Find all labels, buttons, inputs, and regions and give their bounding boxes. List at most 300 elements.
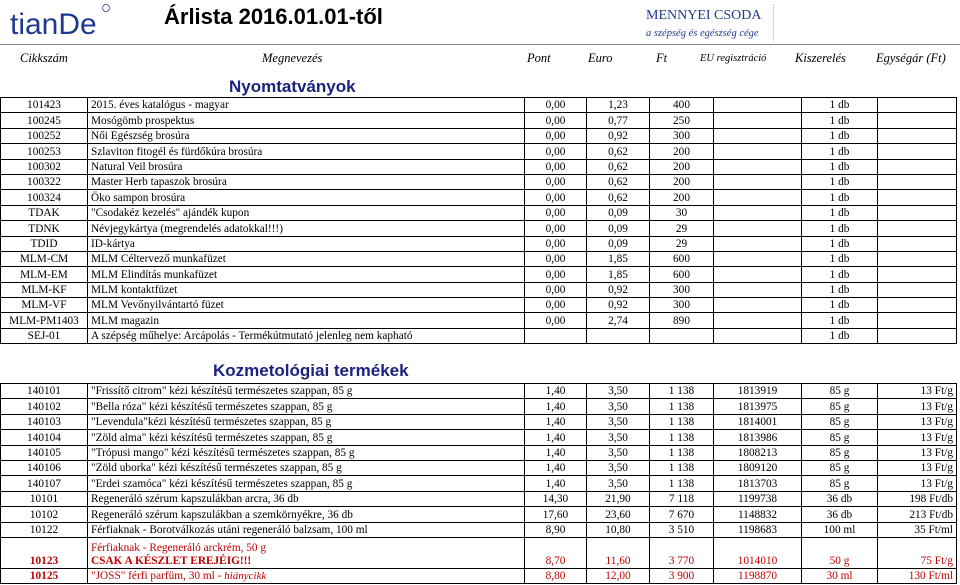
point-value: 0,00 [525,298,587,313]
table-row [1,384,957,399]
product-name [88,221,525,236]
product-name [88,313,525,328]
euro-price: 0,92 [587,282,650,297]
euro-price: 3,50 [587,399,650,414]
unit-price [878,328,957,343]
forint-price: 3 900 [650,568,714,583]
package-unit: db [838,237,850,250]
product-code: 10102 [1,507,88,522]
package-unit: db [838,253,850,266]
unit-price [878,236,957,251]
euro-price: 0,62 [587,190,650,205]
product-name [88,159,525,174]
unit-price [878,313,957,328]
product-name-text: "Csodakéz kezelés" ajándék kupon [91,207,250,220]
unit-price [878,460,957,475]
eu-registration: 1814001 [714,414,802,429]
package-qty: 85 [829,385,841,398]
product-code: MLM-KF [1,282,88,297]
package-unit: db [838,284,850,297]
product-name [88,399,525,414]
point-value: 0,00 [525,251,587,266]
unit-price-unit: Ft/g [934,477,953,490]
product-code: 10123 [1,537,88,568]
euro-price: 0,09 [587,236,650,251]
package-size [802,568,878,583]
forint-price: 600 [650,251,714,266]
package-unit: db [838,176,850,189]
forint-price: 200 [650,190,714,205]
euro-price: 3,50 [587,384,650,399]
package-size [802,522,878,537]
product-code: 101423 [1,98,88,113]
product-name-text: MLM Vevőnyilvántartó füzet [91,299,224,312]
col-header-euro: Euro [588,51,613,65]
product-name-text: Szlaviton fitogél és fürdőkúra brosúra [91,145,263,158]
eu-registration: 1809120 [714,460,802,475]
product-name [88,568,525,583]
unit-price-value: 213 [909,508,927,521]
forint-price: 200 [650,159,714,174]
euro-price: 0,62 [587,159,650,174]
product-name [88,507,525,522]
table-row [1,522,957,537]
forint-price: 1 138 [650,460,714,475]
point-value: 0,00 [525,98,587,113]
product-code: 140103 [1,414,88,429]
package-size [802,298,878,313]
eu-registration [714,328,802,343]
unit-price [878,174,957,189]
table-row [1,251,957,266]
point-value: 1,40 [525,384,587,399]
table-row [1,236,957,251]
package-qty: 1 [829,130,836,143]
product-name [88,414,525,429]
unit-price-value: 75 [920,554,932,567]
product-name-text: Regeneráló szérum kapszulákban arcra, 36 db [91,493,299,506]
package-unit: g [843,431,850,444]
package-qty: 1 [829,191,836,204]
product-name-text: "Frissítő citrom" kézi készítésű természetes szappan, 85 g [91,385,353,398]
unit-price-unit: Ft/g [934,400,953,413]
product-name-text: Női Egészség brosúra [91,130,190,143]
package-unit: db [838,160,850,173]
product-name-text: Mosógömb prospektus [91,114,195,127]
euro-price: 0,62 [587,174,650,189]
eu-registration [714,174,802,189]
product-name [88,190,525,205]
forint-price: 7 670 [650,507,714,522]
eu-registration [714,313,802,328]
package-unit: db [838,114,850,127]
eu-registration [714,190,802,205]
package-unit: g [843,416,850,429]
product-code: TDAK [1,205,88,220]
package-qty: 1 [829,253,836,266]
euro-price: 0,92 [587,128,650,143]
unit-price [878,414,957,429]
point-value: 8,70 [525,537,587,568]
package-size [802,113,878,128]
unit-price-value: 13 [920,446,932,459]
eu-registration: 1813703 [714,476,802,491]
product-code: TDNK [1,221,88,236]
unit-price-unit: Ft/g [934,385,953,398]
product-code: 140101 [1,384,88,399]
product-code: SEJ-01 [1,328,88,343]
package-unit: g [843,400,850,413]
package-qty: 1 [829,314,836,327]
point-value: 0,00 [525,313,587,328]
euro-price: 0,62 [587,144,650,159]
package-qty: 85 [829,431,841,444]
product-name-text: Natural Veil brosúra [91,160,183,173]
forint-price: 600 [650,267,714,282]
product-code: MLM-CM [1,251,88,266]
unit-price [878,491,957,506]
product-code: MLM-EM [1,267,88,282]
table-row [1,537,957,568]
unit-price [878,282,957,297]
product-name-text: MLM magazin [91,314,160,327]
unit-price [878,298,957,313]
euro-price: 23,60 [587,507,650,522]
package-size [802,384,878,399]
product-name-text: A szépség műhelye: Arcápolás - Termékútmutató jelenleg nem kapható [91,330,413,343]
product-name [88,205,525,220]
col-header-code: Cikkszám [20,51,68,65]
unit-price [878,445,957,460]
package-qty: 1 [829,222,836,235]
table-row [1,282,957,297]
product-name [88,445,525,460]
eu-registration: 1148832 [714,507,802,522]
table-row [1,445,957,460]
unit-price [878,568,957,583]
package-size [802,328,878,343]
eu-registration [714,282,802,297]
euro-price: 3,50 [587,430,650,445]
eu-registration: 1813986 [714,430,802,445]
product-name-text: "Bella róza" kézi készítésű természetes szappan, 85 g [91,400,333,413]
unit-price-unit: Ft/g [934,462,953,475]
unit-price-value: 130 [908,570,926,583]
point-value: 1,40 [525,430,587,445]
table-row [1,128,957,143]
package-size [802,205,878,220]
unit-price [878,159,957,174]
package-qty: 50 [829,554,841,567]
point-value: 14,30 [525,491,587,506]
euro-price: 2,74 [587,313,650,328]
unit-price [878,267,957,282]
eu-registration [714,128,802,143]
package-size [802,460,878,475]
product-name [88,491,525,506]
package-qty: 1 [829,176,836,189]
eu-registration: 1808213 [714,445,802,460]
package-unit: db [838,99,850,112]
unit-price [878,384,957,399]
product-name-text: "JOSS" férfi parfüm, 30 ml - [91,570,225,583]
eu-registration: 1014010 [714,537,802,568]
product-name-text: Regeneráló szérum kapszulákban a szemkörnyékre, 36 db [91,508,353,521]
point-value [525,328,587,343]
package-size [802,491,878,506]
header-rule [0,44,960,45]
unit-price-unit: Ft/db [929,508,953,521]
package-qty: 30 [826,570,838,583]
product-code: 100324 [1,190,88,205]
package-unit: ml [843,523,856,536]
section-title-nyomtatvanyok: Nyomtatványok [229,77,356,96]
product-name-text: MLM kontaktfüzet [91,284,178,297]
forint-price: 3 510 [650,522,714,537]
availability-note: hiánycikk [224,570,267,583]
eu-registration: 1813975 [714,399,802,414]
table-row [1,313,957,328]
eu-registration [714,298,802,313]
forint-price: 300 [650,282,714,297]
unit-price-unit: Ft/g [934,431,953,444]
section-title-kozmetologiai: Kozmetológiai termékek [213,361,409,380]
eu-registration [714,113,802,128]
col-header-price: Egységár (Ft) [876,51,946,65]
eu-registration: 1198870 [714,568,802,583]
unit-price [878,507,957,522]
point-value: 8,90 [525,522,587,537]
table-row [1,491,957,506]
table-row [1,414,957,429]
brand-name: MENNYEI CSODA [646,8,762,23]
forint-price: 1 138 [650,445,714,460]
point-value: 0,00 [525,282,587,297]
product-code: 10122 [1,522,88,537]
product-name [88,460,525,475]
package-qty: 85 [829,462,841,475]
product-name-text: Öko sampon brosúra [91,191,186,204]
package-unit: db [838,330,850,343]
eu-registration [714,267,802,282]
package-unit: db [838,191,850,204]
product-name-text: "Zöld uborka" kézi készítésű természetes szappan, 85 g [91,462,342,475]
unit-price [878,251,957,266]
product-code: MLM-PM1403 [1,313,88,328]
header-divider [773,4,775,42]
eu-registration: 1198683 [714,522,802,537]
product-name-text: 2015. éves katalógus - magyar [91,99,229,112]
product-code: TDID [1,236,88,251]
package-qty: 1 [829,145,836,158]
table-row [1,399,957,414]
forint-price: 200 [650,174,714,189]
product-code: 140102 [1,399,88,414]
forint-price: 30 [650,205,714,220]
table-row [1,430,957,445]
point-value: 0,00 [525,190,587,205]
euro-price: 12,00 [587,568,650,583]
product-code: 100322 [1,174,88,189]
table-row [1,328,957,343]
product-code: 100302 [1,159,88,174]
point-value: 8,80 [525,568,587,583]
product-code: 140104 [1,430,88,445]
package-qty: 1 [829,284,836,297]
forint-price: 1 138 [650,414,714,429]
product-name-text: "Zöld alma" kézi készítésű természetes szappan, 85 g [91,431,333,444]
euro-price: 3,50 [587,460,650,475]
product-name [88,476,525,491]
package-size [802,174,878,189]
package-size [802,430,878,445]
unit-price [878,128,957,143]
package-qty: 85 [829,416,841,429]
product-code: 140105 [1,445,88,460]
package-unit: db [838,314,850,327]
euro-price: 10,80 [587,522,650,537]
euro-price [587,328,650,343]
table-row [1,267,957,282]
package-unit: g [843,385,850,398]
euro-price: 3,50 [587,414,650,429]
unit-price-value: 13 [920,431,932,444]
package-unit: g [843,477,850,490]
eu-registration [714,98,802,113]
col-header-name: Megnevezés [262,51,323,65]
product-name-text: Master Herb tapaszok brosúra [91,176,227,189]
product-name [88,282,525,297]
forint-price: 300 [650,298,714,313]
product-name [88,267,525,282]
euro-price: 1,85 [587,251,650,266]
unit-price [878,476,957,491]
brand-tagline: a szépség és egészség cége [646,28,759,39]
unit-price-value: 13 [920,400,932,413]
table-row [1,298,957,313]
product-name [88,236,525,251]
euro-price: 11,60 [587,537,650,568]
forint-price: 400 [650,98,714,113]
package-size [802,98,878,113]
package-qty: 1 [829,299,836,312]
table-row [1,476,957,491]
point-value: 0,00 [525,113,587,128]
package-size [802,399,878,414]
table-kozmetologiai [0,383,957,584]
product-name [88,251,525,266]
point-value: 0,00 [525,205,587,220]
col-header-pont: Pont [527,51,551,65]
product-code: 140107 [1,476,88,491]
euro-price: 0,09 [587,221,650,236]
package-size [802,445,878,460]
point-value: 0,00 [525,128,587,143]
package-unit: g [843,554,850,567]
point-value: 1,40 [525,476,587,491]
table-row [1,205,957,220]
forint-price: 1 138 [650,384,714,399]
package-size [802,251,878,266]
package-size [802,236,878,251]
table-row [1,98,957,113]
forint-price: 890 [650,313,714,328]
forint-price: 29 [650,221,714,236]
unit-price-unit: Ft/ml [928,523,953,536]
unit-price-value: 35 [914,523,926,536]
euro-price: 3,50 [587,476,650,491]
euro-price: 3,50 [587,445,650,460]
point-value: 0,00 [525,144,587,159]
unit-price [878,537,957,568]
product-name [88,384,525,399]
point-value: 1,40 [525,445,587,460]
point-value: 1,40 [525,414,587,429]
unit-price-unit: Ft/db [929,493,953,506]
euro-price: 0,77 [587,113,650,128]
unit-price-value: 13 [920,385,932,398]
package-unit: db [838,145,850,158]
table-row [1,144,957,159]
forint-price: 1 138 [650,476,714,491]
forint-price: 200 [650,144,714,159]
package-qty: 1 [829,99,836,112]
eu-registration [714,251,802,266]
product-code: 140106 [1,460,88,475]
product-name-text: "Levendula"kézi készítésű természetes szappan, 85 g [91,416,332,429]
euro-price: 0,92 [587,298,650,313]
product-code: 10125 [1,568,88,583]
package-qty: 1 [829,237,836,250]
forint-price: 29 [650,236,714,251]
product-name-text: "Erdei szamóca" kézi készítésű természetes szappan, 85 g [91,477,353,490]
package-size [802,282,878,297]
product-name [88,522,525,537]
package-size [802,537,878,568]
table-nyomtatvanyok [0,97,957,344]
unit-price-unit: Ft/ml [928,570,953,583]
package-size [802,267,878,282]
forint-price [650,328,714,343]
tiande-logo [8,2,114,42]
col-header-eu: EU regisztráció [700,53,767,64]
package-qty: 1 [829,207,836,220]
point-value: 17,60 [525,507,587,522]
unit-price-unit: Ft/g [934,416,953,429]
product-name [88,113,525,128]
product-name-text: MLM Céltervező munkafüzet [91,253,226,266]
euro-price: 1,23 [587,98,650,113]
package-qty: 36 [826,493,839,506]
stock-warning: CSAK A KÉSZLET EREJÉIG!!! [91,554,252,567]
package-qty: 36 [826,508,839,521]
product-name [88,98,525,113]
product-code: 100253 [1,144,88,159]
forint-price: 300 [650,128,714,143]
package-size [802,476,878,491]
product-name-text: ID-kártya [91,237,135,250]
package-unit: db [838,207,850,220]
eu-registration [714,221,802,236]
table-row [1,507,957,522]
table-row [1,159,957,174]
product-name [88,537,525,568]
table-row [1,568,957,583]
package-qty: 85 [829,400,841,413]
package-qty: 1 [829,160,836,173]
unit-price [878,522,957,537]
forint-price: 7 118 [650,491,714,506]
